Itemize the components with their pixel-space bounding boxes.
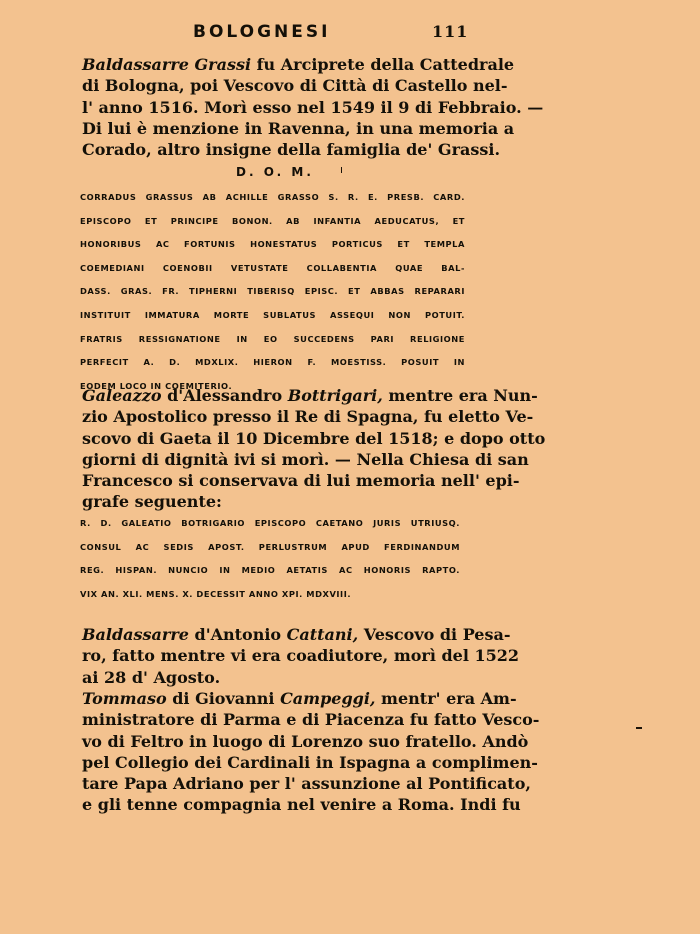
inscription-line: R. D. GALEATIO BOTRIGARIO EPISCOPO CAETANO JURIS UTRIUSQ. [80,518,460,528]
text-line: giorni di dignità ivi si morì. — Nella Chiesa di san [82,449,529,469]
inscription-line: EPISCOPO ET PRINCIPE BONON. AB INFANTIA AEDUCATUS, ET [80,215,465,226]
text-line: Francesco si conservava di lui memoria nell' epi- [82,471,520,491]
person-name: Tommaso [82,689,167,708]
inscription-line: FRATRIS RESSIGNATIONE IN EO SUCCEDENS PARI RELIGIONE [80,333,465,344]
inscription-heading: D. O. M. [236,165,314,179]
person-name: Galeazzo [82,386,162,405]
text-line: vo di Feltro in luogo di Lorenzo suo fratello. Andò [82,731,529,751]
inscription-line: COEMEDIANI COENOBII VETUSTATE COLLABENTIA QUAE BAL- [80,262,465,273]
text-line [82,688,517,709]
inscription-line: HONORIBUS AC FORTUNIS HONESTATUS PORTICUS ET TEMPLA [80,239,465,250]
inscription-line: CONSUL AC SEDIS APOST. PERLUSTRUM APUD FERDINANDUM [80,541,460,552]
running-title: BOLOGNESI [193,22,331,42]
text-line: ai 28 d' Agosto. [82,667,221,687]
text-line: tare Papa Adriano per l' assunzione al Pontificato, [82,774,531,794]
person-name: Baldassarre Grassi [82,55,252,74]
text-line: Di lui è menzione in Ravenna, in una memoria a [82,118,515,138]
inscription-line: VIX AN. XLI. MENS. X. DECESSIT ANNO XPI. MDXVIII. [80,588,352,599]
person-name: Baldassarre [82,625,189,644]
inscription-line: DASS. GRAS. FR. TIPHERNI TIBERISQ EPISC. ET ABBAS REPARARI [80,286,465,297]
inscription-bottrigari [80,512,460,606]
paragraph-bottrigari [82,385,546,513]
text-line: di Bologna, poi Vescovo di Città di Castello nel- [82,76,508,96]
text-line: grafe seguente: [82,492,222,512]
inscription-grassi [80,186,465,398]
text-line: pel Collegio dei Cardinali in Ispagna a complimen- [82,752,538,772]
text-line: l' anno 1516. Morì esso nel 1549 il 9 di Febbraio. — [82,97,544,117]
paragraph-campeggi [82,688,540,816]
inscription-line: REG. HISPAN. NUNCIO IN MEDIO AETATIS AC HONORIS RAPTO. [80,565,460,576]
person-surname: Bottrigari, [287,386,383,405]
inscription-line: EODEM LOCO IN COEMITERIO. [80,380,233,391]
text-line: scovo di Gaeta il 10 Dicembre del 1518; e dopo otto [82,428,546,448]
text-line: ro, fatto mentre vi era coadiutore, morì del 1522 [82,646,520,666]
text-line [82,624,511,645]
line-text: Vescovo di Pesa- [358,625,511,644]
paragraph-grassi [82,54,544,160]
text-line: ministratore di Parma e di Piacenza fu fatto Vesco- [82,710,540,730]
line-text: di Giovanni [166,689,281,708]
text-line [82,385,538,406]
page-number: 111 [432,22,469,41]
line-text: fu Arciprete della Cattedrale [251,55,515,74]
ink-speck [636,727,642,729]
person-surname: Cattani, [286,625,359,644]
person-surname: Campeggi, [280,689,376,708]
inscription-line: PERFECIT A. D. MDXLIX. HIERON F. MOESTISS. POSUIT IN [80,357,465,368]
text-line: Corado, altro insigne della famiglia de' Grassi. [82,140,501,160]
text-line: e gli tenne compagnia nel venire a Roma. Indi fu [82,795,521,815]
text-line [82,54,515,75]
line-text: mentr' era Am- [375,689,517,708]
text-line: zio Apostolico presso il Re di Spagna, fu eletto Ve- [82,407,534,427]
inscription-line: CORRADUS GRASSUS AB ACHILLE GRASSO S. R. E. PRESB. CARD. [80,192,465,202]
paragraph-cattani [82,624,520,688]
line-text: d'Antonio [188,625,287,644]
page-header [0,20,700,46]
line-text: mentre era Nun- [382,386,538,405]
inscription-line: INSTITUIT IMMATURA MORTE SUBLATUS ASSEQUI NON POTUIT. [80,309,465,320]
ink-speck [341,167,342,173]
line-text: d'Alessandro [161,386,288,405]
